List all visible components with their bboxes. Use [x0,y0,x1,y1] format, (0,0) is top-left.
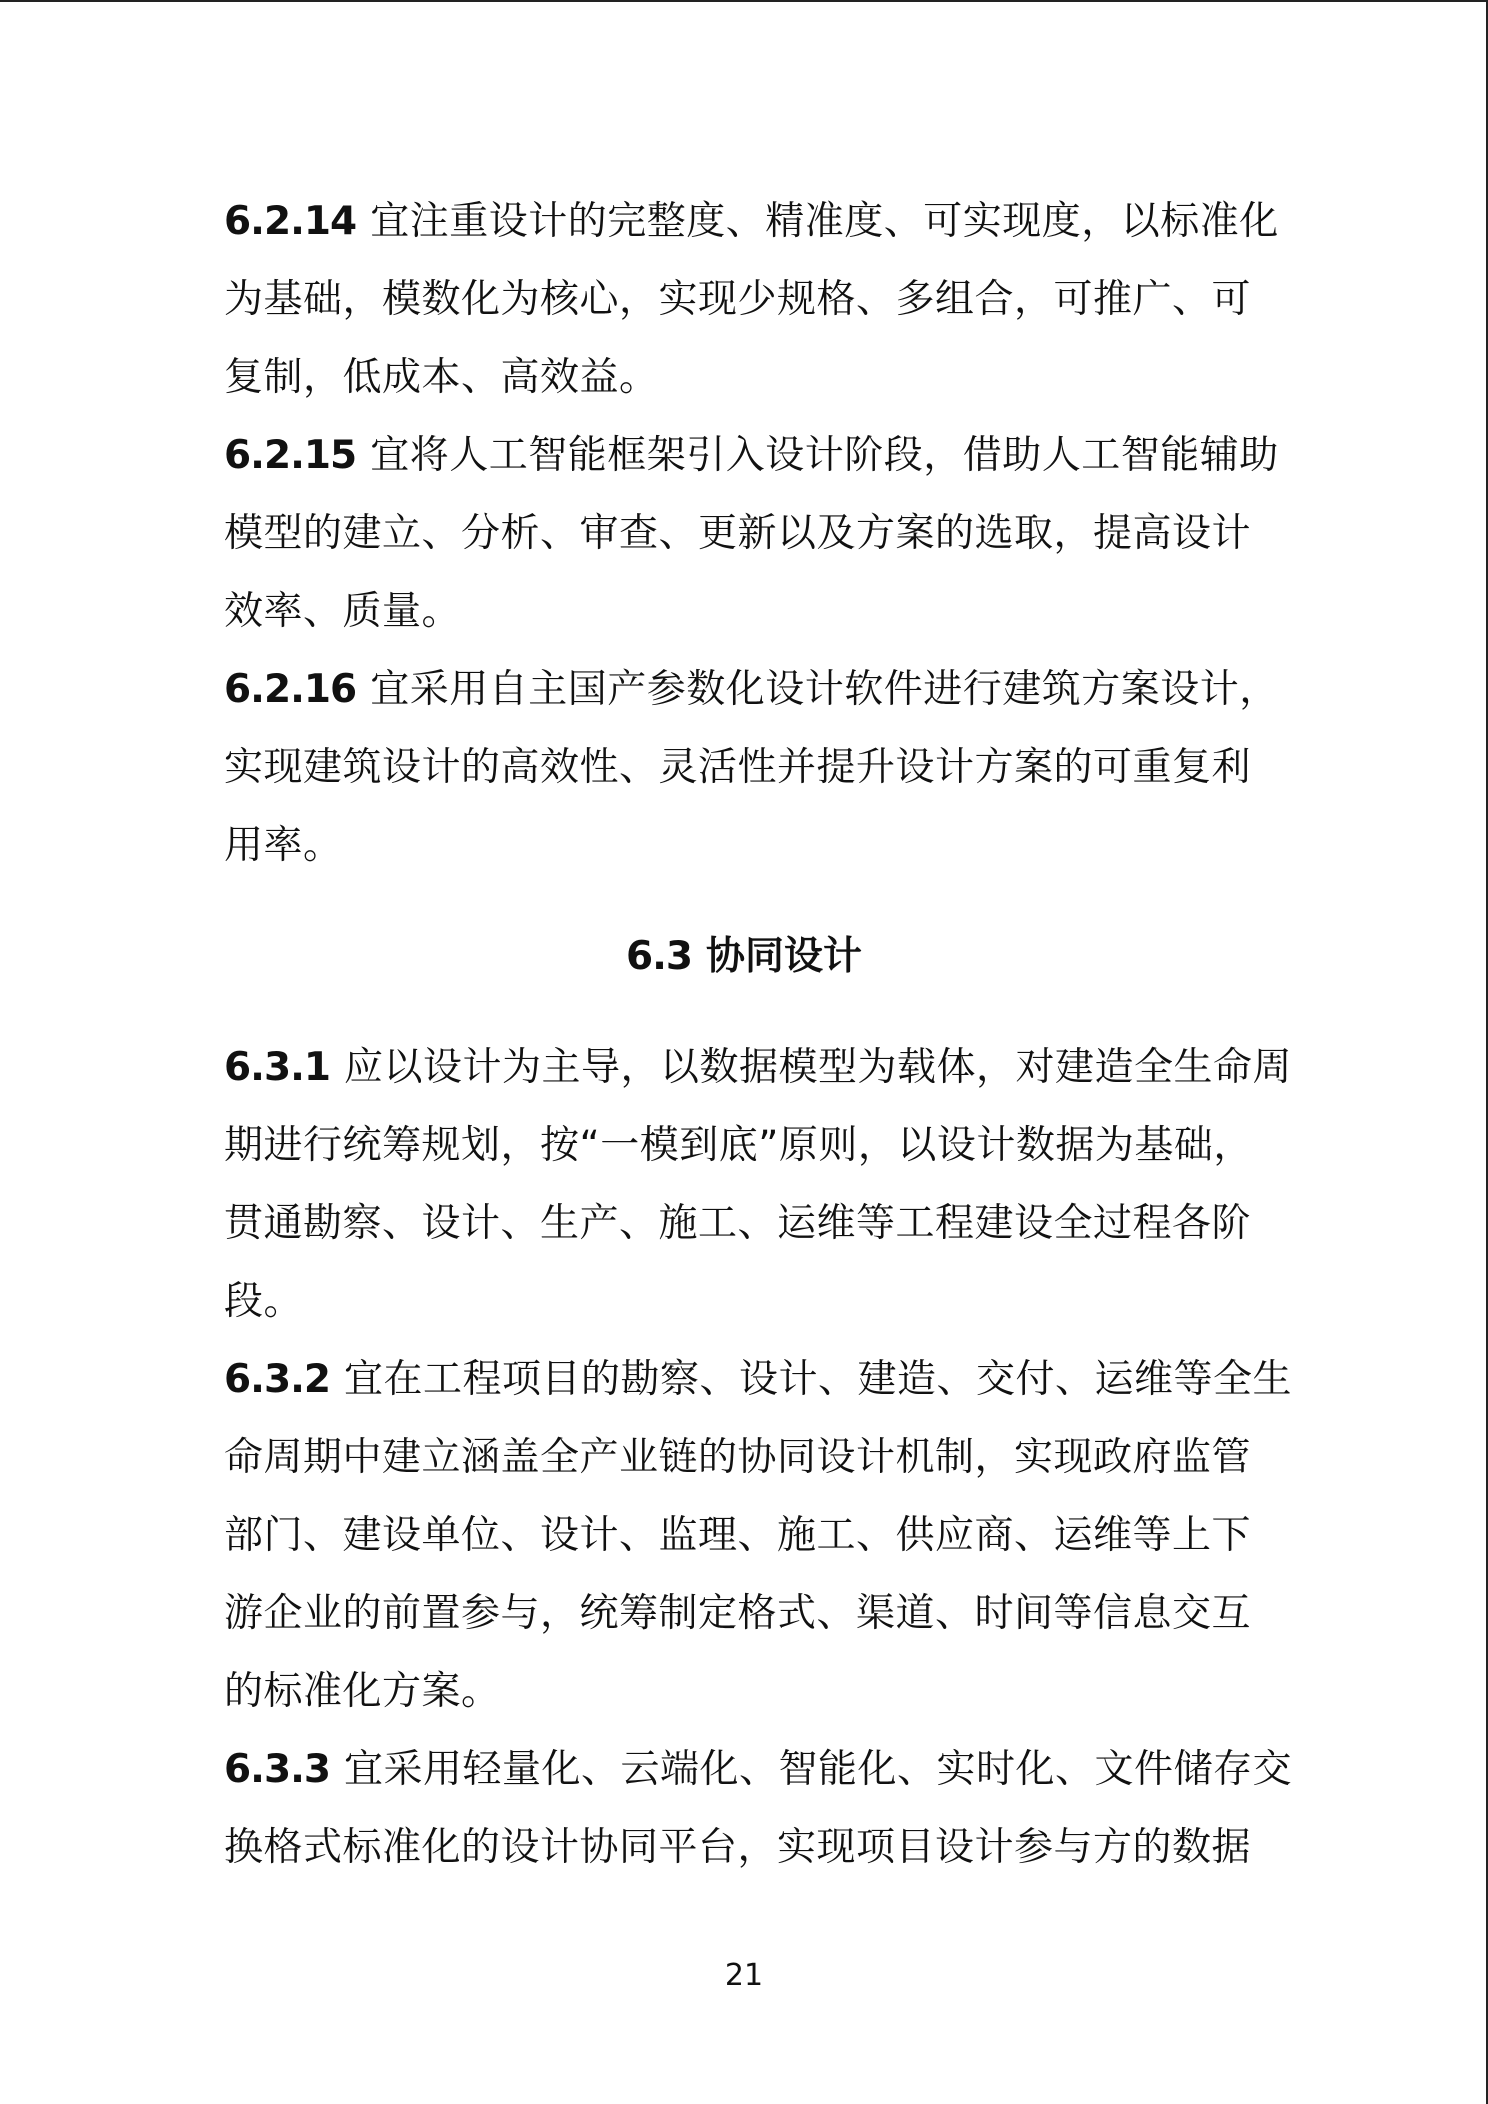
clause-text: 宜在工程项目的勘察、设计、建造、交付、运维等全生 [344,1357,1293,1402]
clause-number: 6.2.15 [224,433,357,478]
clause-number: 6.2.14 [224,199,357,244]
page-number: 21 [724,1958,764,1993]
clause-text: 应以设计为主导，以数据模型为载体，对建造全生命周 [344,1045,1293,1090]
clause-6-3-2-line-3: 部门、建设单位、设计、监理、施工、供应商、运维等上下 [224,1513,1252,1558]
clause-6-2-16-line-2: 实现建筑设计的高效性、灵活性并提升设计方案的可重复利 [224,745,1252,790]
clause-6-3-2-line-2: 命周期中建立涵盖全产业链的协同设计机制，实现政府监管 [224,1435,1252,1480]
clause-text: 宜注重设计的完整度、精准度、可实现度，以标准化 [370,199,1279,244]
section-heading [0,931,1488,983]
clause-6-2-14-line-1 [224,196,1279,248]
clause-6-2-14-line-3: 复制，低成本、高效益。 [224,355,659,400]
section-heading-title: 协同设计 [706,934,863,979]
clause-6-3-3-line-2: 换格式标准化的设计协同平台，实现项目设计参与方的数据 [224,1825,1252,1870]
clause-6-3-2-line-1 [224,1354,1292,1406]
clause-6-3-2-line-4: 游企业的前置参与，统筹制定格式、渠道、时间等信息交互 [224,1591,1252,1636]
clause-6-3-1-line-4: 段。 [224,1279,304,1324]
section-heading-number: 6.3 [625,934,693,979]
clause-6-3-2-line-5: 的标准化方案。 [224,1669,501,1714]
clause-number: 6.3.1 [224,1045,331,1090]
clause-6-3-1-line-1 [224,1042,1292,1094]
clause-text: 宜将人工智能框架引入设计阶段，借助人工智能辅助 [370,433,1279,478]
clause-6-3-1-line-3: 贯通勘察、设计、生产、施工、运维等工程建设全过程各阶 [224,1201,1252,1246]
clause-6-2-14-line-2: 为基础，模数化为核心，实现少规格、多组合，可推广、可 [224,277,1252,322]
clause-text: 宜采用轻量化、云端化、智能化、实时化、文件储存交 [344,1747,1293,1792]
clause-6-3-3-line-1 [224,1744,1292,1796]
clause-6-2-16-line-1 [224,664,1279,716]
clause-6-2-15-line-3: 效率、质量。 [224,589,462,634]
clause-6-3-1-line-2: 期进行统筹规划，按“一模到底”原则，以设计数据为基础， [224,1123,1253,1168]
clause-6-2-16-line-3: 用率。 [224,823,343,868]
clause-6-2-15-line-1 [224,430,1279,482]
clause-number: 6.2.16 [224,667,357,712]
clause-number: 6.3.2 [224,1357,331,1402]
clause-number: 6.3.3 [224,1747,331,1792]
clause-text: 宜采用自主国产参数化设计软件进行建筑方案设计， [370,667,1279,712]
clause-6-2-15-line-2: 模型的建立、分析、审查、更新以及方案的选取，提高设计 [224,511,1252,556]
